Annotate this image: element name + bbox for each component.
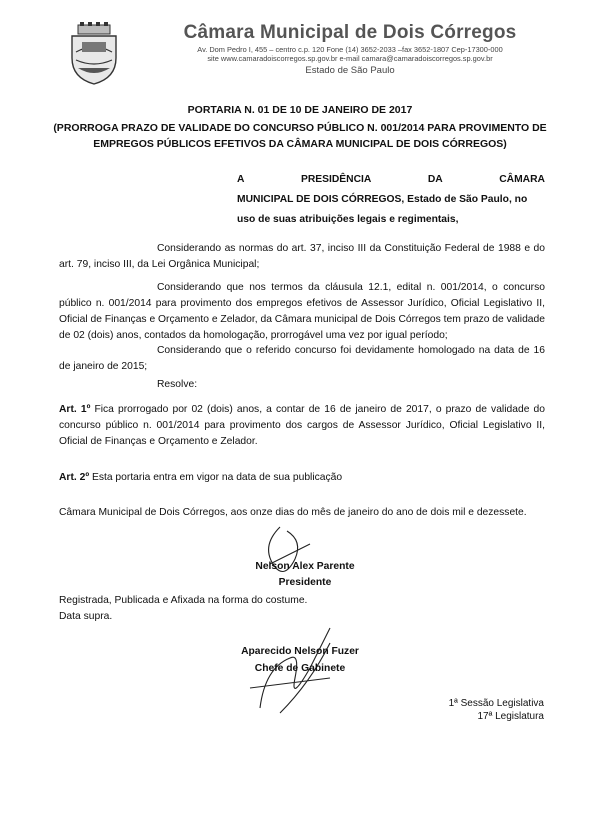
- footer-legislature: 17ª Legislatura: [477, 711, 544, 722]
- article-1: [59, 402, 545, 450]
- closing-statement: Câmara Municipal de Dois Córregos, aos onze dias do mês de janeiro do ano de dois mil e dezessete.: [59, 507, 527, 518]
- article-1-text: Fica prorrogado por 02 (dois) anos, a contar de 16 de janeiro de 2017, o prazo de validade do concurso público n. 001/2014 para provimento dos cargos de Assessor Jurídico, Oficial Legislativo II, Oficial de Finanças e Orçamento e Zelador.: [59, 404, 545, 447]
- resolve-label: Resolve:: [157, 379, 198, 390]
- presidency-word: CÂMARA: [499, 174, 545, 185]
- doc-title: PORTARIA N. 01 DE 10 DE JANEIRO DE 2017: [187, 104, 413, 116]
- footer-session: 1ª Sessão Legislativa: [448, 698, 544, 709]
- header-state: Estado de São Paulo: [305, 65, 395, 76]
- doc-subtitle-line1: (PRORROGA PRAZO DE VALIDADE DO CONCURSO PÚBLICO N. 001/2014 PARA PROVIMENTO DE: [53, 122, 547, 134]
- presidency-word: A: [237, 174, 245, 185]
- registration-date: Data supra.: [59, 611, 113, 622]
- presidency-line: uso de suas atribuições legais e regimentais,: [237, 214, 459, 225]
- signatory1-name: Nelson Alex Parente: [255, 561, 355, 572]
- article-2-text: Esta portaria entra em vigor na data de sua publicação: [91, 472, 343, 483]
- municipal-crest-icon: [66, 22, 122, 86]
- presidency-word: PRESIDÊNCIA: [300, 174, 372, 185]
- article-1-label: Art. 1º: [59, 404, 91, 415]
- header-title: Câmara Municipal de Dois Córregos: [183, 22, 517, 43]
- signature-mark: [250, 522, 330, 582]
- header-address: Av. Dom Pedro I, 455 – centro c.p. 120 Fone (14) 3652-2033 –fax 3652-1807 Cep-17300-000: [197, 45, 503, 54]
- article-2-label: Art. 2º: [59, 472, 90, 483]
- signatory1-role: Presidente: [278, 577, 332, 588]
- signatory2-role: Chefe de Gabinete: [254, 663, 346, 674]
- article-2: [59, 470, 545, 486]
- considerando-paragraph: Considerando que o referido concurso foi devidamente homologado na data de 16 de janeiro de 2015;: [59, 345, 545, 372]
- presidency-block: [237, 170, 545, 230]
- presidency-word: DA: [427, 174, 443, 185]
- signatory2-name: Aparecido Nelson Fuzer: [241, 646, 359, 657]
- doc-subtitle-line2: EMPREGOS PÚBLICOS EFETIVOS DA CÂMARA MUNICIPAL DE DOIS CÓRREGOS): [93, 138, 507, 150]
- considerando-paragraph: Considerando as normas do art. 37, inciso III da Constituição Federal de 1988 e do art. 79, inciso III, da Lei Orgânica Municipal;: [59, 243, 545, 270]
- considerando-paragraph: Considerando que nos termos da cláusula 12.1, edital n. 001/2014, o concurso público n. 001/2014 para provimento dos empregos efetivos de Assessor Jurídico, Oficial Legislativo II, Oficial de Finanças e Orçamento e Zelador, da Câmara municipal de Dois Córregos tem prazo de validade de 02 (dois) anos, contados da homologação, prorrogável uma vez por igual período;: [59, 282, 545, 341]
- registration-line: Registrada, Publicada e Afixada na forma do costume.: [59, 595, 308, 606]
- header-contact: site www.camaradoiscorregos.sp.gov.br e-mail camara@camaradoiscorregos.sp.gov.br: [207, 54, 493, 63]
- presidency-line: MUNICIPAL DE DOIS CÓRREGOS, Estado de São Paulo, no: [237, 194, 528, 205]
